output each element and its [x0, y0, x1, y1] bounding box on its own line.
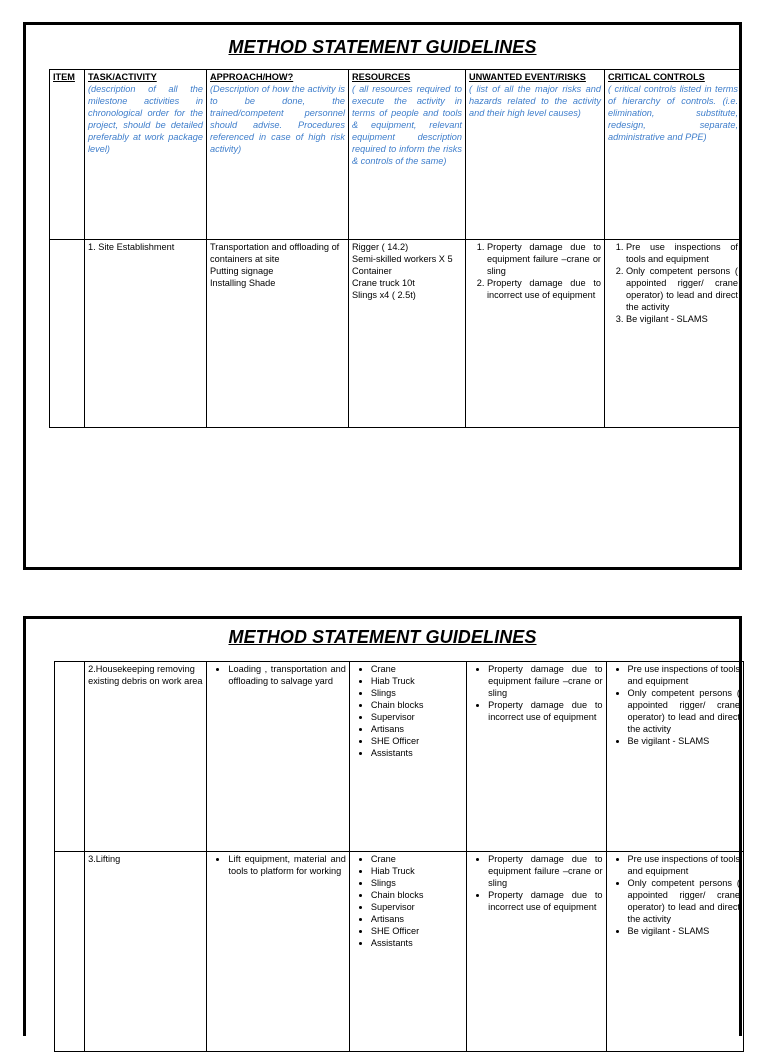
resource-item: • Supervisor [371, 901, 463, 913]
header-label: UNWANTED EVENT/RISKS [469, 72, 586, 82]
header-label: ITEM [53, 72, 75, 82]
header-description: (description of all the milestone activities in chronological order for the project, should be detailed preferably at work package level) [88, 84, 203, 154]
resource-line: Semi-skilled workers X 5 [352, 254, 453, 264]
resource-line: Container [352, 266, 392, 276]
risks-cell [466, 240, 605, 428]
risk-item: • Property damage due to incorrect use of equipment [488, 699, 602, 723]
header-description: (Description of how the activity is to be done, the trained/competent personnel should advise. Procedures referenced in case of high risk activity) [210, 84, 345, 154]
resource-item: • Artisans [371, 913, 463, 925]
resources-cell [349, 852, 466, 1052]
controls-cell [606, 852, 743, 1052]
control-item: • Pre use inspections of tools and equipment [628, 853, 740, 877]
header-label: CRITICAL CONTROLS [608, 72, 705, 82]
page-title: METHOD STATEMENT GUIDELINES [228, 627, 537, 647]
resource-line: Crane truck 10t [352, 278, 415, 288]
resource-item: • SHE Officer [371, 735, 463, 747]
header-description: ( list of all the major risks and hazards related to the activity and their high level causes) [469, 84, 601, 118]
resources-cell [349, 240, 466, 428]
risk-item: • Property damage due to incorrect use of equipment [488, 889, 602, 913]
risk-item: 2. Property damage due to incorrect use of equipment [487, 277, 601, 301]
control-item: 3. Be vigilant - SLAMS [626, 313, 738, 325]
approach-line: Installing Shade [210, 278, 276, 288]
resource-item: • Hiab Truck [371, 675, 463, 687]
header-label: TASK/ACTIVITY [88, 72, 157, 82]
risks-cell [467, 662, 606, 852]
resource-item: • Slings [371, 877, 463, 889]
item-cell [55, 662, 85, 852]
approach-item: • Loading , transportation and offloading to salvage yard [228, 663, 345, 687]
header-cell-risks [466, 70, 605, 240]
approach-line: Putting signage [210, 266, 274, 276]
resource-item: • Artisans [371, 723, 463, 735]
control-item: 1. Pre use inspections of tools and equipment [626, 241, 738, 265]
table-row [50, 240, 742, 428]
item-cell [55, 852, 85, 1052]
resource-item: • Chain blocks [371, 889, 463, 901]
header-cell-controls [605, 70, 742, 240]
document-page-2 [23, 616, 742, 1036]
table-header-row [50, 70, 742, 240]
resource-item: • Crane [371, 853, 463, 865]
document-page-1 [23, 22, 742, 570]
controls-cell [606, 662, 743, 852]
risks-cell [467, 852, 606, 1052]
resource-item: • SHE Officer [371, 925, 463, 937]
item-cell [50, 240, 85, 428]
resource-item: • Chain blocks [371, 699, 463, 711]
approach-cell [207, 852, 349, 1052]
header-cell-resources [349, 70, 466, 240]
resource-item: • Slings [371, 687, 463, 699]
resource-item: • Assistants [371, 937, 463, 949]
task-cell: 2.Housekeeping removing existing debris on work area [85, 662, 207, 852]
control-item: 2. Only competent persons ( appointed rigger/ crane operator) to lead and direct the activity [626, 265, 738, 313]
header-cell-task [85, 70, 207, 240]
risk-item: • Property damage due to equipment failure –crane or sling [488, 663, 602, 699]
resource-item: • Supervisor [371, 711, 463, 723]
control-item: • Be vigilant - SLAMS [628, 735, 740, 747]
resource-item: • Hiab Truck [371, 865, 463, 877]
header-label: APPROACH/HOW? [210, 72, 294, 82]
control-item: • Only competent persons ( appointed rigger/ crane operator) to lead and direct the activity [628, 687, 740, 735]
control-item: • Be vigilant - SLAMS [628, 925, 740, 937]
header-description: ( all resources required to execute the activity in terms of people and tools & equipment, relevant equipment description required to inform the risks & controls of the same) [352, 84, 462, 166]
header-cell-item [50, 70, 85, 240]
approach-item: • Lift equipment, material and tools to platform for working [228, 853, 345, 877]
resources-cell [349, 662, 466, 852]
approach-line: Transportation and offloading of containers at site [210, 242, 340, 264]
method-statement-table [49, 69, 742, 428]
resource-line: Rigger ( 14.2) [352, 242, 409, 252]
header-cell-approach [207, 70, 349, 240]
table-row [55, 852, 744, 1052]
task-cell: 1. Site Establishment [85, 240, 207, 428]
resource-line: Slings x4 ( 2.5t) [352, 290, 416, 300]
task-cell: 3.Lifting [85, 852, 207, 1052]
risk-item: • Property damage due to equipment failure –crane or sling [488, 853, 602, 889]
resource-item: • Crane [371, 663, 463, 675]
method-statement-table [54, 661, 744, 1052]
table-row [55, 662, 744, 852]
controls-cell [605, 240, 742, 428]
approach-cell [207, 240, 349, 428]
header-label: RESOURCES [352, 72, 411, 82]
control-item: • Only competent persons ( appointed rigger/ crane operator) to lead and direct the activity [628, 877, 740, 925]
resource-item: • Assistants [371, 747, 463, 759]
page-title: METHOD STATEMENT GUIDELINES [228, 37, 537, 57]
risk-item: 1. Property damage due to equipment failure –crane or sling [487, 241, 601, 277]
approach-cell [207, 662, 349, 852]
control-item: • Pre use inspections of tools and equipment [628, 663, 740, 687]
header-description: ( critical controls listed in terms of hierarchy of controls. (i.e. elimination, substitute, redesign, separate, administrative and PPE) [608, 84, 738, 142]
